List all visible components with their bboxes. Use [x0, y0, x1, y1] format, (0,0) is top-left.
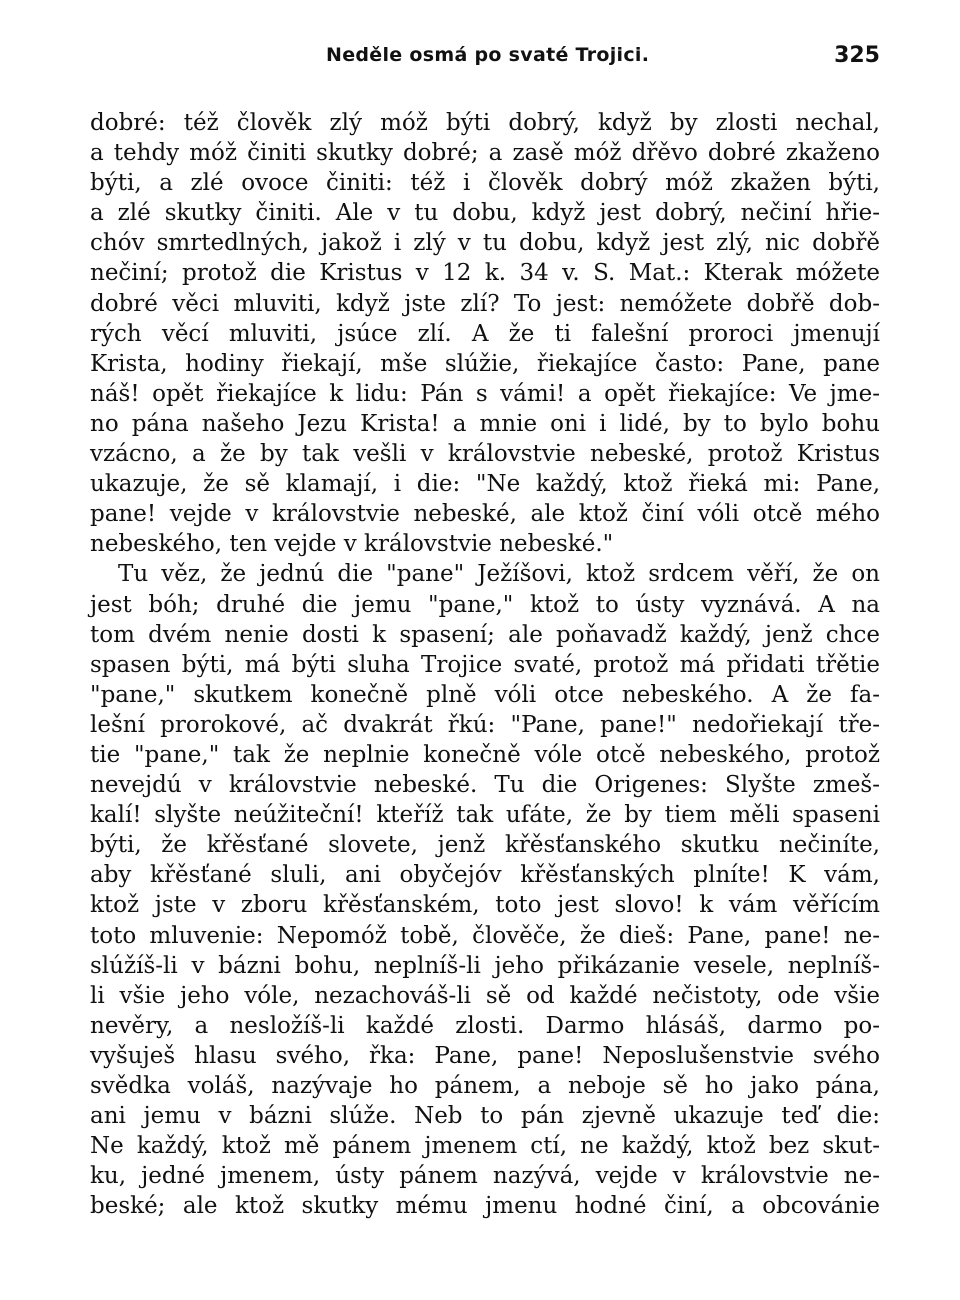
text-line: li všie jeho vóle, nezachováš-li sě od každé nečistoty, ode všie [90, 982, 880, 1009]
text-line: náš! opět řiekajíce k lidu: Pán s vámi! a opět řiekajíce: Ve jme- [90, 380, 880, 407]
text-line: Krista, hodiny řiekají, mše slúžie, řiekajíce často: Pane, pane [90, 350, 880, 377]
text-line: dobré: též člověk zlý móž býti dobrý, když by zlosti nechal, [90, 110, 880, 136]
text-line: ku, jedné jmenem, ústy pánem nazývá, vejde v královstvie ne- [90, 1163, 880, 1190]
page-number: 325 [834, 43, 880, 68]
text-line: ukazuje, že sě klamají, i die: "Ne každý, ktož řieká mi: Pane, [90, 471, 880, 498]
text-line: kalí! slyšte neúžiteční! kteříž tak ufáte, že by tiem měli spaseni [90, 802, 880, 829]
text-line: nebeského, ten vejde v královstvie nebeské." [90, 531, 614, 558]
text-line: Tu věz, že jednú die "pane" Ježíšovi, ktož srdcem věří, že on [118, 561, 880, 588]
text-line: lešní prorokové, ač dvakrát řkú: "Pane, pane!" nedořiekají tře- [90, 711, 880, 738]
text-line: tie "pane," tak že neplnie konečně vóle otcě nebeského, protož [90, 741, 880, 768]
text-line: toto mluvenie: Nepomóž tobě, člověče, že dieš: Pane, pane! ne- [90, 922, 880, 949]
text-line: spasen býti, má býti sluha Trojice svaté, protož má přidati třětie [90, 651, 880, 678]
text-line: vyšuješ hlasu svého, řka: Pane, pane! Neposlušenstvie svého [90, 1042, 880, 1069]
text-line: no pána našeho Jezu Krista! a mnie oni i lidé, by to bylo bohu [90, 410, 880, 437]
body-text [90, 108, 880, 1221]
text-line: slúžíš-li v bázni bohu, neplníš-li jeho přikázanie vesele, neplníš- [90, 952, 880, 979]
text-line: dobré věci mluviti, když jste zlí? To jest: nemóžete dobřě dob- [90, 290, 880, 317]
running-head [90, 40, 880, 74]
text-line: býti, že křěsťané slovete, jenž křěsťanského skutku nečiníte, [90, 832, 880, 859]
text-line: Ne každý, ktož mě pánem jmenem ctí, ne každý, ktož bez skut- [90, 1133, 880, 1160]
text-line: a tehdy móž činiti skutky dobré; a zasě móž dřěvo dobré zkaženo [90, 140, 880, 167]
text-line: nevejdú v královstvie nebeské. Tu die Origenes: Slyšte zmeš- [90, 772, 880, 799]
text-line: nevěry, a nesložíš-li každé zlosti. Darmo hlásáš, darmo po- [90, 1012, 880, 1039]
text-line: ktož jste v zboru křěsťanském, toto jest slovo! k vám věřícím [90, 892, 880, 919]
text-line: ani jemu v bázni slúže. Neb to pán zjevně ukazuje teď die: [90, 1103, 880, 1130]
text-line: aby křěsťané sluli, ani obyčejóv křěsťanských plníte! K vám, [90, 862, 880, 889]
text-line: rých věcí mluviti, jsúce zlí. A že ti falešní proroci jmenují [90, 320, 880, 347]
text-line: býti, a zlé ovoce činiti: též i člověk dobrý móž zkažen býti, [90, 170, 880, 197]
text-line: chóv smrtedlných, jakož i zlý v tu dobu, když jest zlý, nic dobřě [90, 230, 880, 257]
text-line: jest bóh; druhé die jemu "pane," ktož to ústy vyznává. A na [90, 591, 880, 618]
running-title: Neděle osmá po svaté Trojici. [326, 44, 650, 66]
text-line: a zlé skutky činiti. Ale v tu dobu, když jest dobrý, nečiní hřie- [90, 200, 880, 227]
text-line: vzácno, a že by tak vešli v královstvie nebeské, protož Kristus [90, 441, 880, 468]
text-line: "pane," skutkem konečně plně vóli otce nebeského. A že fa- [90, 681, 880, 708]
text-line: nečiní; protož die Kristus v 12 k. 34 v. S. Mat.: Kterak móžete [90, 260, 880, 287]
text-line: tom dvém nenie dosti k spasení; ale poňavadž každý, jenž chce [90, 621, 880, 648]
text-line: beské; ale ktož skutky mému jmenu hodné činí, a obcovánie [90, 1193, 880, 1220]
text-line: svědka voláš, nazývaje ho pánem, a neboje sě ho jako pána, [90, 1073, 880, 1099]
text-line: pane! vejde v královstvie nebeské, ale ktož činí vóli otcě mého [90, 501, 880, 528]
